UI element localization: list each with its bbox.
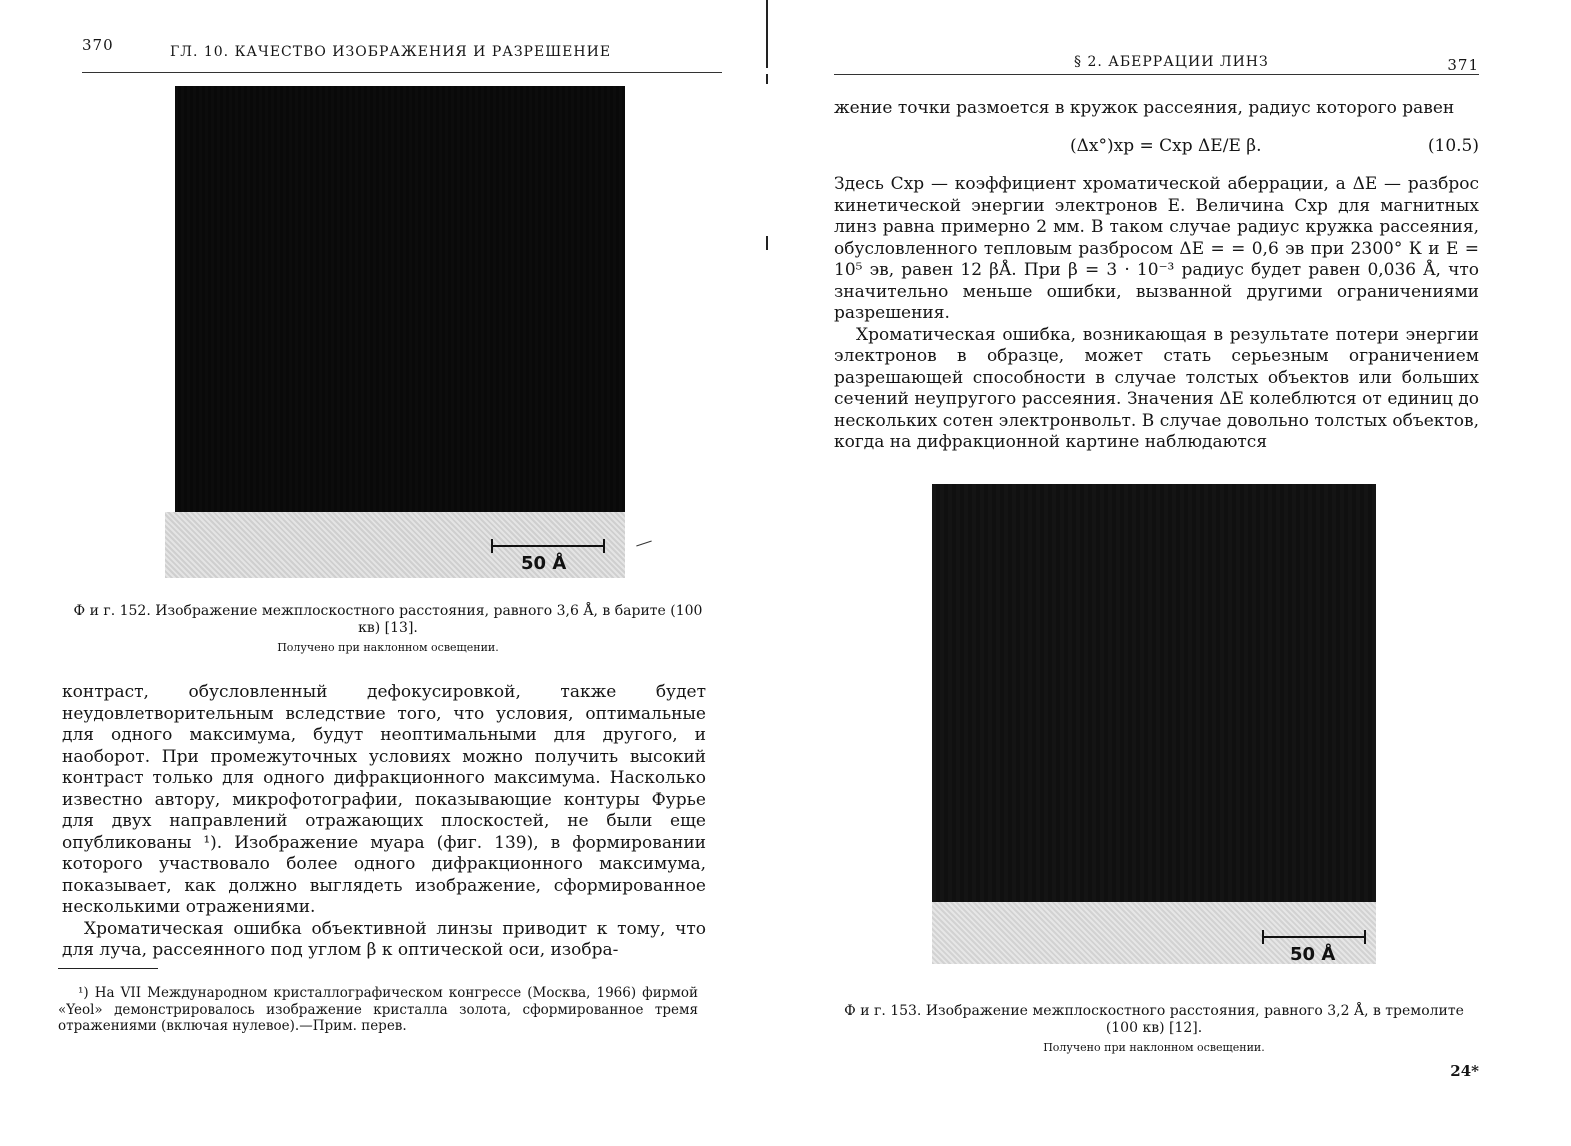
figure-152-scale-label: 50 Å [521, 553, 567, 574]
signature-mark: 24* [1450, 1062, 1479, 1080]
figure-152-dark-region [175, 86, 625, 514]
left-page-number: 370 [82, 36, 114, 54]
right-page [770, 0, 1571, 1146]
footnote-rule [58, 968, 158, 969]
figure-153-caption [830, 1003, 1478, 1056]
gutter-mark [766, 236, 768, 250]
left-body-text [62, 682, 706, 962]
left-header-rule [82, 72, 722, 73]
formula-10-5: (Δx°)хр = Cхр ΔE/E β. [1070, 136, 1262, 156]
right-page-number: 371 [1447, 56, 1479, 74]
figure-152-scale-bar [491, 545, 605, 547]
right-paragraph-1: Здесь Cхр — коэффициент хроматической аберрации, а ΔE — разброс кинетической энергии электронов E. Величина Cхр для магнитных линз равна примерно 2 мм. В таком случае радиус кружка рассеяния, обусловленного тепловым разбросом ΔE = = 0,6 эв при 2300° К и E = 10⁵ эв, равен 12 βÅ. При β = 3 · 10⁻³ радиус будет равен 0,036 Å, что значительно меньше ошибки, вызванной другими ограничениями разрешения. [834, 174, 1479, 323]
figure-153-caption-text: Ф и г. 153. Изображение межплоскостного расстояния, равного 3,2 Å, в тремолите (100 кв) [12]. [844, 1003, 1464, 1036]
left-paragraph-1: контраст, обусловленный дефокусировкой, также будет неудовлетворительным вследствие того, что условия, оптимальные для одного максимума, будут неоптимальными для другого, и наоборот. При промежуточных условиях можно получить высокий контраст только для одного дифракционного максимума. Насколько известно автору, микрофотографии, показывающие контуры Фурье для двух направлений отражающих плоскостей, не были еще опубликованы ¹). Изображение муара (фиг. 139), в формировании которого участвовало более одного дифракционного максимума, показывает, как должно выглядеть изображение, сформированное несколькими отражениями. [62, 682, 706, 917]
right-running-head: § 2. АБЕРРАЦИИ ЛИНЗ [1074, 54, 1269, 70]
figure-152-caption-text: Ф и г. 152. Изображение межплоскостного расстояния, равного 3,6 Å, в барите (100 кв) [13]. [73, 603, 703, 636]
gutter-mark [766, 0, 768, 68]
figure-153-dark-region [932, 484, 1376, 904]
figure-152-photo [165, 86, 625, 578]
figure-153-scale-label: 50 Å [1290, 944, 1336, 964]
gutter-mark [766, 74, 768, 84]
left-paragraph-2: Хроматическая ошибка объективной линзы приводит к тому, что для луча, рассеянного под углом β к оптической оси, изобра- [62, 918, 706, 960]
figure-153-photo [932, 484, 1376, 964]
figure-152-caption-note: Получено при наклонном освещении. [277, 641, 499, 654]
left-page [0, 0, 760, 1146]
figure-153-scale-bar [1262, 936, 1366, 938]
left-footnote: ¹) На VII Международном кристаллографическом конгрессе (Москва, 1966) фирмой «Yeol» демонстрировалось изображение кристалла золота, сформированное тремя отражениями (включая нулевое).—Прим. перев. [58, 985, 698, 1034]
left-running-head: ГЛ. 10. КАЧЕСТВО ИЗОБРАЖЕНИЯ И РАЗРЕШЕНИЕ [170, 44, 612, 60]
formula-number: (10.5) [1427, 136, 1479, 156]
right-paragraph-2: Хроматическая ошибка, возникающая в результате потери энергии электронов в образце, может стать серьезным ограничением разрешающей способности в случае толстых объектов или больших сечений неупругого рассеяния. Значения ΔE колеблются от единиц до нескольких сотен электронвольт. В случае довольно толстых объектов, когда на дифракционной картине наблюдаются [834, 324, 1479, 452]
figure-153-caption-note: Получено при наклонном освещении. [1043, 1041, 1265, 1054]
right-body-text [834, 174, 1479, 454]
right-header-rule [834, 74, 1479, 75]
figure-152-caption [66, 603, 710, 656]
right-line-1: жение точки размоется в кружок рассеяния, радиус которого равен [834, 98, 1455, 118]
